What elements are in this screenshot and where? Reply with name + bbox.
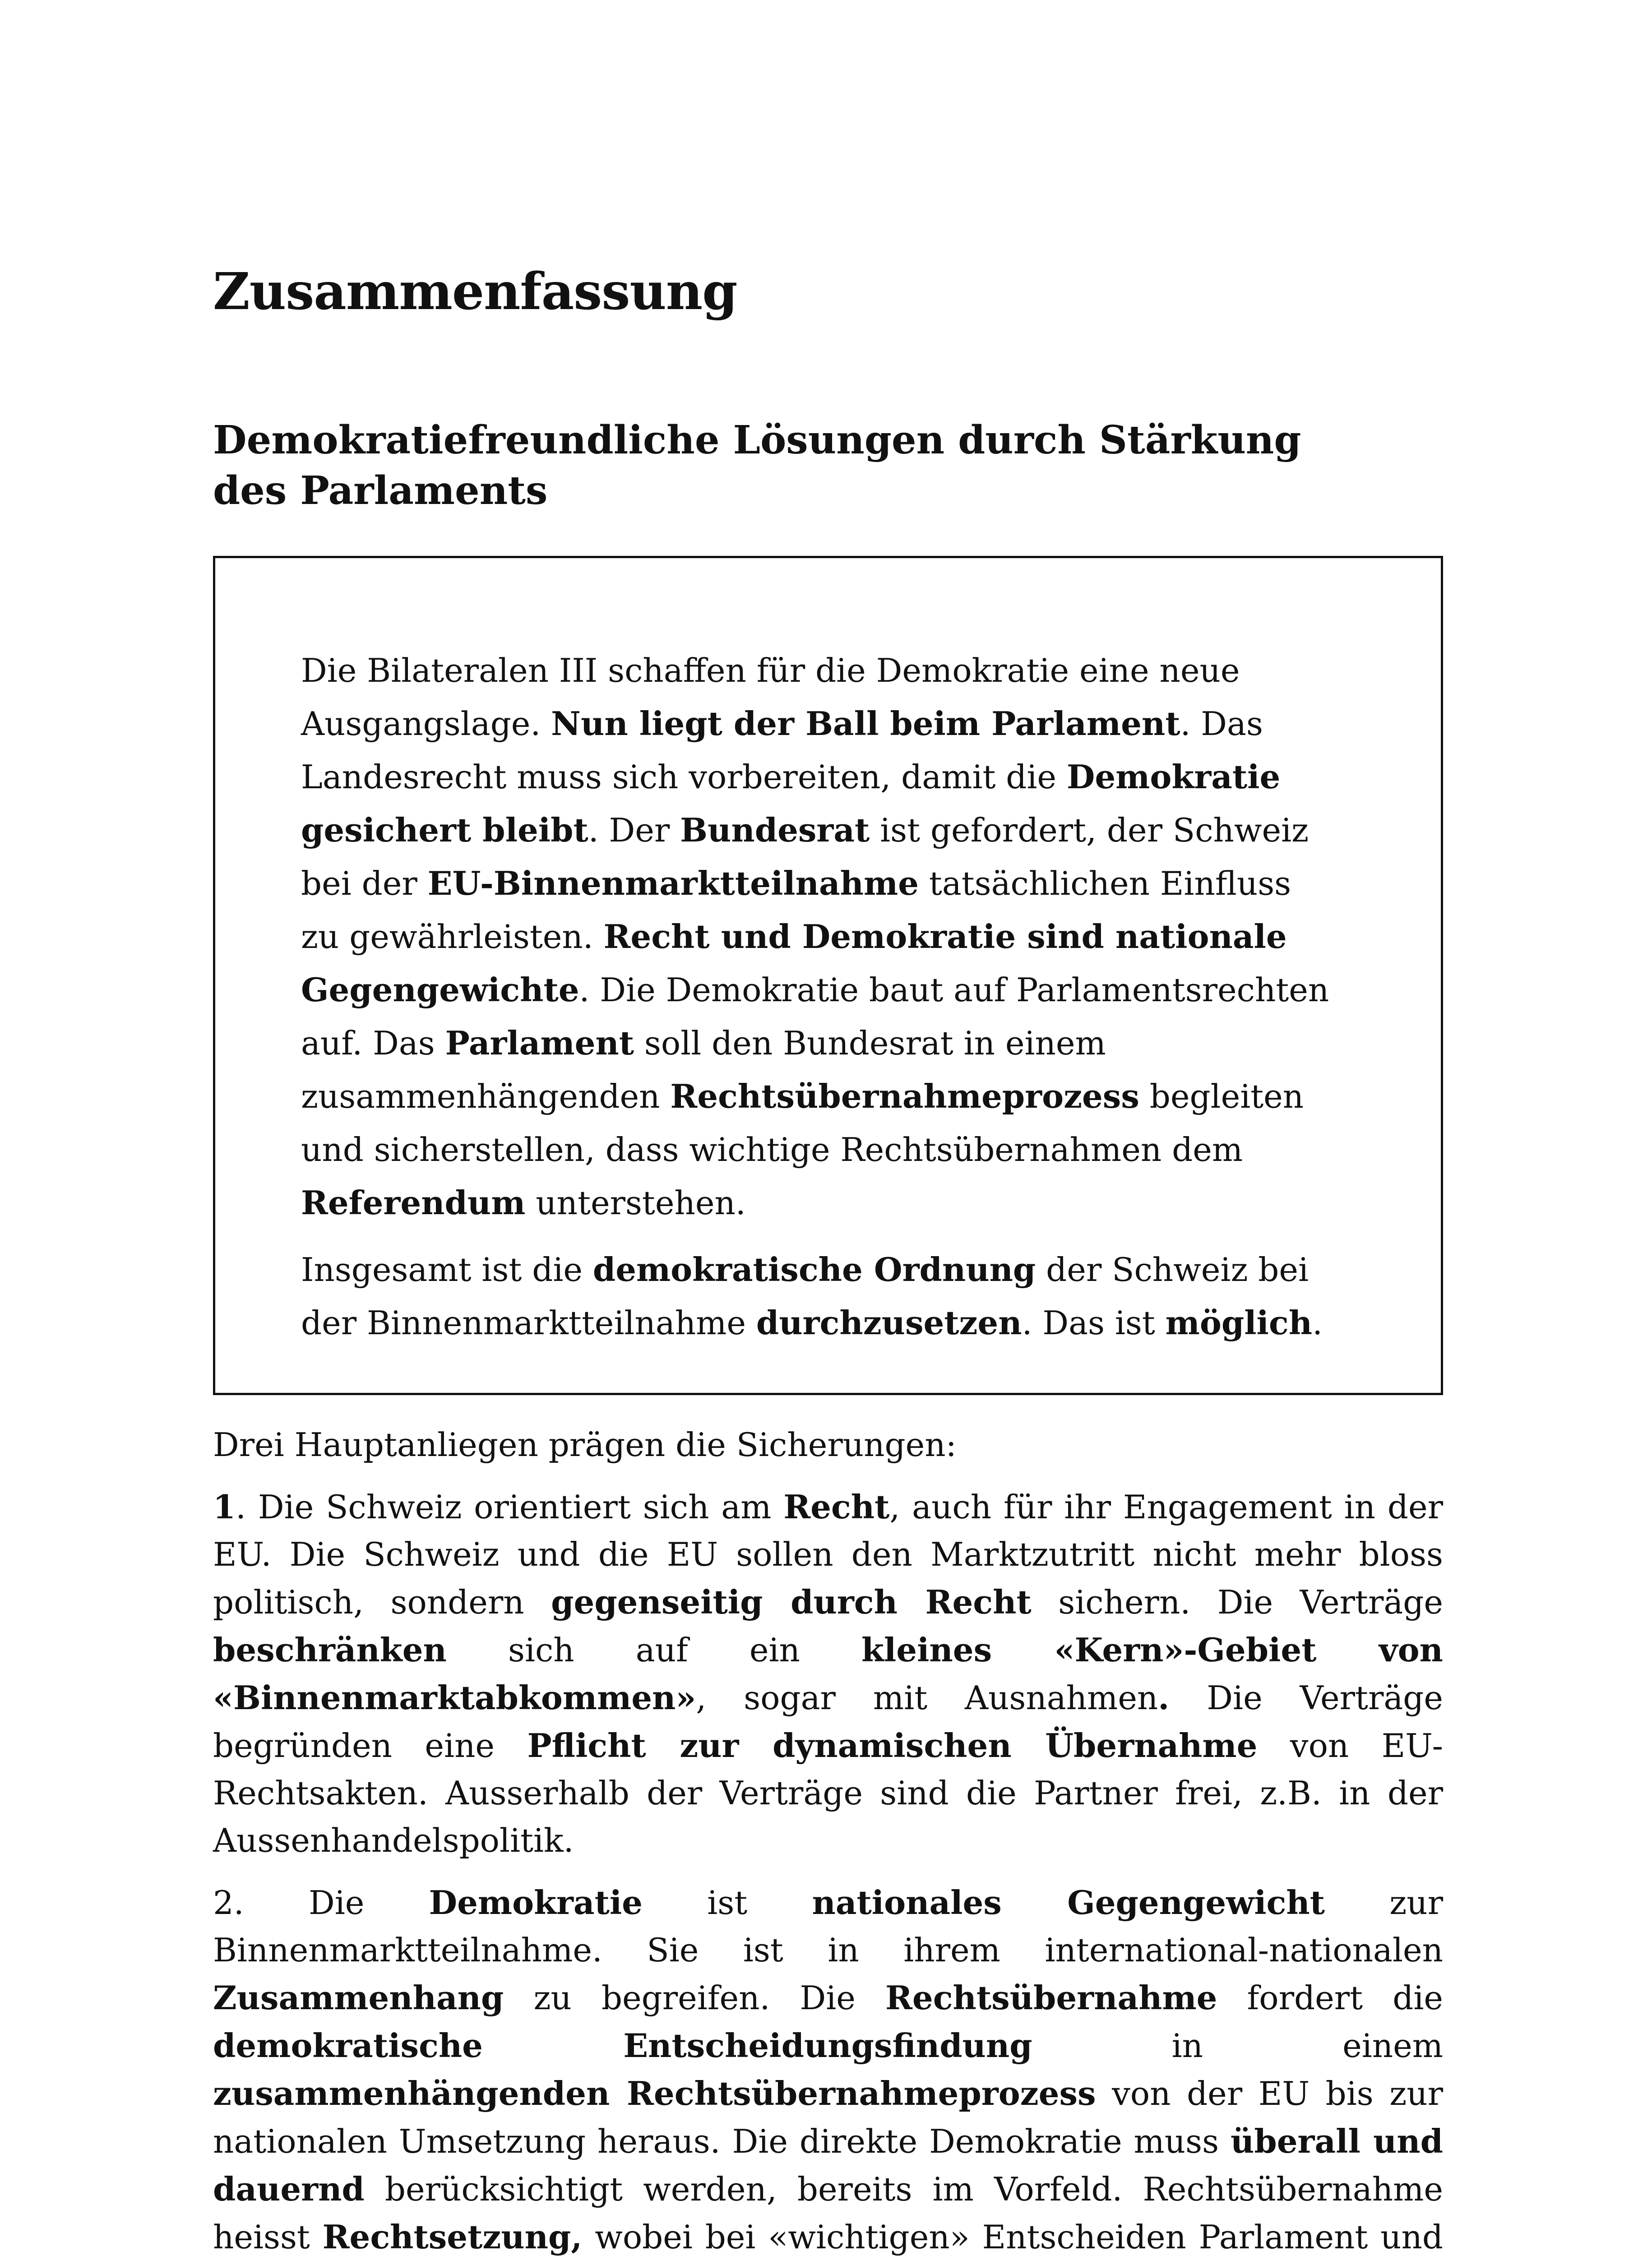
text-run: berücksichtigt werden, bereits im Vorfeld. Rechtsübernahme heisst (213, 2170, 1443, 2256)
bold-text: Demokratie (429, 1883, 643, 1922)
text-run: wobei bei «wichtigen» Entscheiden Parlament und (595, 2218, 1443, 2256)
text-run: von der EU bis zur nationalen Umsetzung heraus. Die direkte Demokratie muss (213, 2075, 1443, 2160)
text-run: . Die Demokratie baut auf Parlamentsrechten auf. Das (301, 971, 1329, 1062)
summary-box (213, 556, 1443, 1395)
text-run: . Das ist (1022, 1304, 1166, 1342)
bold-text: Rechtsetzung, (322, 2218, 583, 2256)
bold-text: Recht (783, 1488, 890, 1526)
bold-text: 1 (213, 1488, 236, 1526)
bold-text: demokratische Ordnung (592, 1250, 1036, 1289)
bold-text: Bundesrat (680, 811, 870, 849)
body-text (213, 1421, 1443, 2256)
bold-text: demokratische Entscheidungsfindung (213, 2026, 1032, 2065)
text-run: unterstehen. (525, 1184, 746, 1222)
text-run: zur Binnenmarktteilnahme. Sie ist in ihrem international-nationalen (213, 1884, 1444, 1969)
text-run: tatsächlichen Einfluss zu gewährleisten. (301, 864, 1291, 956)
bold-text: . (1158, 1678, 1170, 1717)
text-run: begleiten und sicherstellen, dass wichtige Rechtsübernahmen dem (301, 1077, 1304, 1169)
text-run: soll den Bundesrat in einem zusammenhängenden (301, 1024, 1106, 1115)
bold-text: Parlament (445, 1024, 634, 1062)
bold-text: überall und dauernd (213, 2122, 1443, 2208)
paragraph (301, 644, 1334, 1230)
text-run: sich auf ein (446, 1631, 862, 1669)
text-run: Insgesamt ist die (301, 1251, 593, 1289)
bold-text: EU-Binnenmarktteilnahme (427, 864, 919, 902)
bold-text: kleines «Kern»-Gebiet von «Binnenmarktabkommen» (213, 1631, 1443, 1717)
text-run: in einem (1032, 2027, 1444, 2065)
text-run: Drei Hauptanliegen prägen die Sicherungen: (213, 1426, 957, 1464)
bold-text: Rechtsübernahmeprozess (670, 1077, 1139, 1115)
text-run: ist gefordert, der Schweiz bei der (301, 811, 1309, 902)
bold-text: Rechtsübernahme (885, 1979, 1217, 2017)
bold-text: Referendum (301, 1183, 526, 1222)
text-run: , auch für ihr Engagement in der EU. Die Schweiz und die EU sollen den Marktzutritt nicht mehr bloss politisch, sondern (213, 1488, 1443, 1621)
bold-text: gegenseitig durch Recht (551, 1583, 1032, 1621)
text-run: Die Verträge begründen eine (213, 1679, 1443, 1765)
paragraph (213, 1483, 1443, 1864)
bold-text: beschränken (213, 1631, 447, 1669)
bold-text: möglich (1165, 1304, 1313, 1342)
page-title: Zusammenfassung (213, 262, 737, 321)
text-run: , sogar mit Ausnahmen (696, 1679, 1158, 1717)
text-run: von EU-Rechtsakten. Ausserhalb der Verträge sind die Partner frei, z.B. in der Aussenhandelspolitik. (213, 1727, 1443, 1859)
text-run: Die Bilateralen III schaffen für die Demokratie eine neue Ausgangslage. (301, 652, 1240, 743)
paragraph (213, 1879, 1443, 2256)
text-run: 2. Die (213, 1884, 429, 1922)
bold-text: Recht und Demokratie sind nationale Gegengewichte (301, 917, 1287, 1009)
text-run: fordert die (1217, 1979, 1443, 2017)
text-run: sichern. Die Verträge (1031, 1583, 1444, 1621)
text-run: ist (642, 1884, 812, 1922)
text-run: zu begreifen. Die (504, 1979, 886, 2017)
paragraph (301, 1243, 1334, 1350)
text-run: . Die Schweiz orientiert sich am (236, 1488, 784, 1526)
bold-text: Zusammenhang (213, 1979, 504, 2017)
text-run: . Das Landesrecht muss sich vorbereiten, damit die (301, 705, 1263, 796)
bold-text: Nun liegt der Ball beim Parlament (551, 704, 1180, 743)
bold-text: nationales Gegengewicht (812, 1883, 1325, 1922)
text-run: . (1312, 1304, 1323, 1342)
bold-text: Pflicht zur dynamischen Übernahme (527, 1726, 1258, 1765)
bold-text: zusammenhängenden Rechtsübernahmeprozess (213, 2074, 1096, 2113)
section-heading: Demokratiefreundliche Lösungen durch Stärkung des Parlaments (213, 417, 1301, 513)
text-run: der Schweiz bei der Binnenmarktteilnahme (301, 1251, 1309, 1342)
bold-text: durchzusetzen (756, 1304, 1022, 1342)
text-run: . Der (588, 811, 680, 849)
paragraph (213, 1421, 1443, 1469)
bold-text: Demokratie gesichert bleibt (301, 758, 1281, 849)
summary-box-content (301, 644, 1334, 1363)
